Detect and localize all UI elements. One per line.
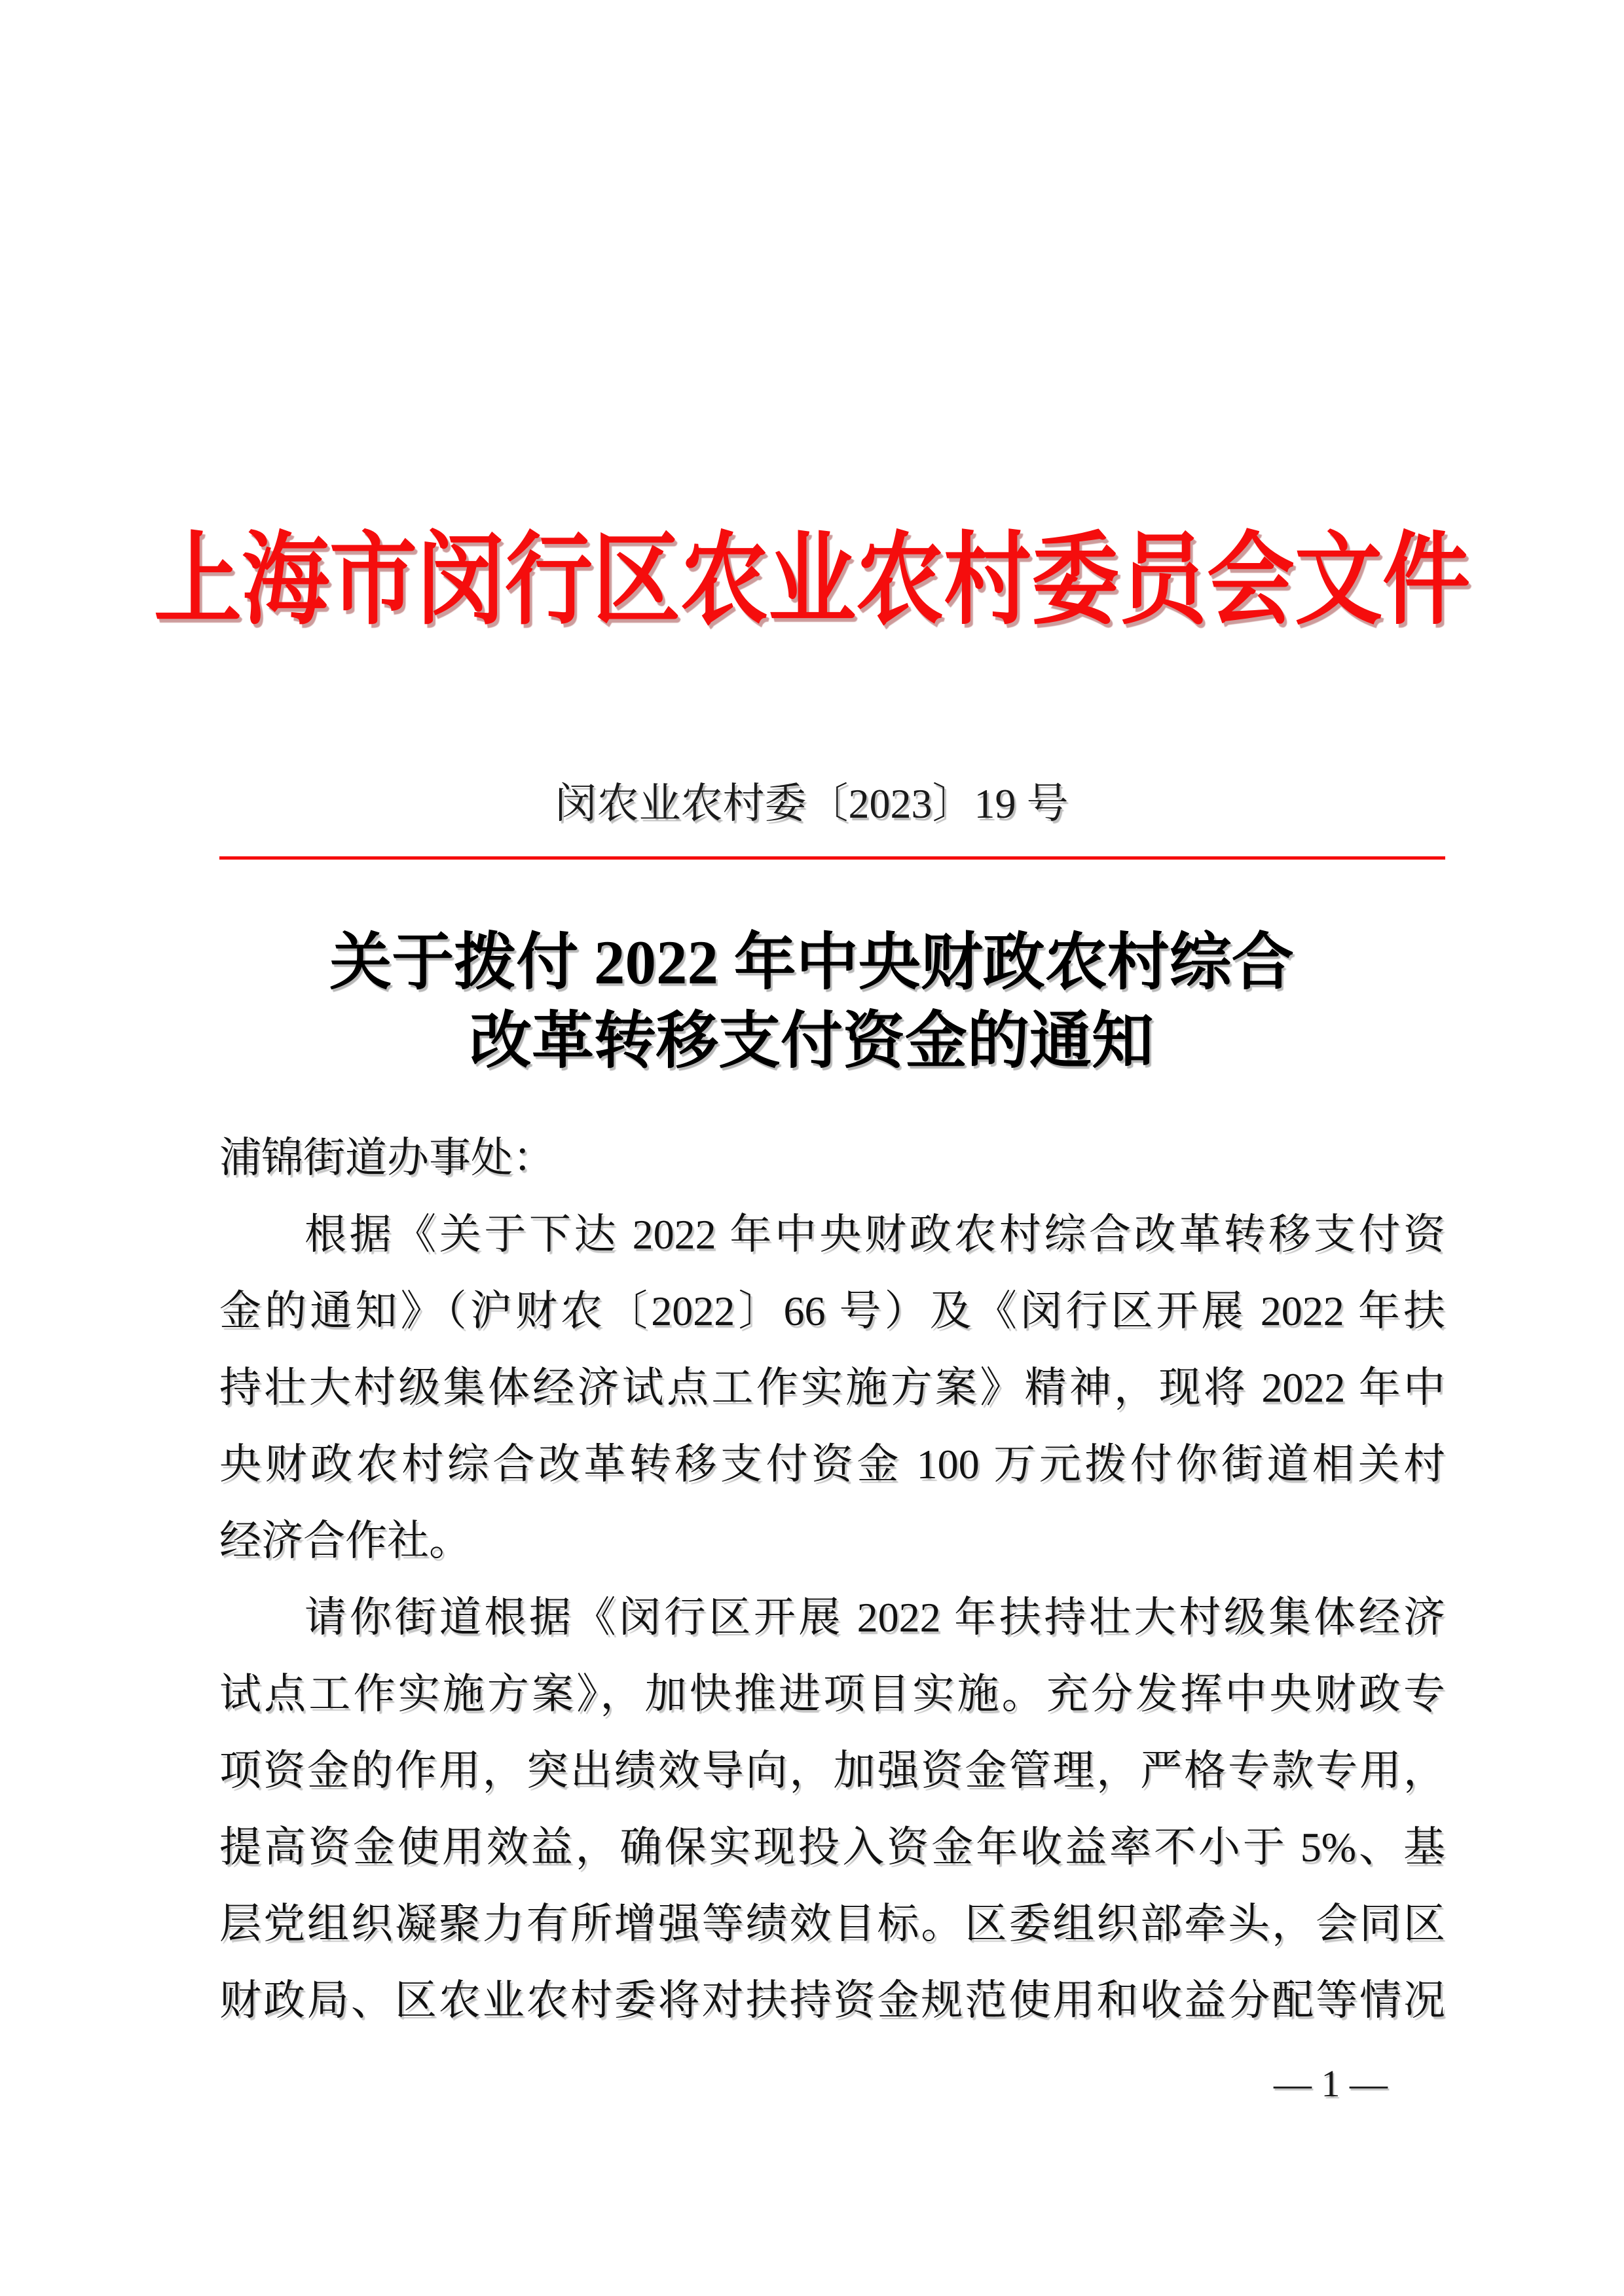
document-body [219,1120,1445,2039]
paragraph-1-line: 经济合作社。 [219,1518,471,1564]
document-title-line-2: 改革转移支付资金的通知 [469,1006,1154,1076]
paragraph-2-line: 请你街道根据《闵行区开展 2022 年扶持壮大村级集体经济 [304,1594,1445,1641]
document-title-line-1: 关于拨付 2022 年中央财政农村综合 [329,928,1294,997]
page-number: — 1 — [1274,2062,1388,2105]
paragraph-2-line: 财政局、区农业农村委将对扶持资金规范使用和收益分配等情况 [219,1977,1445,2024]
letterhead-separator-line [219,856,1445,860]
paragraph-1-line: 根据《关于下达 2022 年中央财政农村综合改革转移支付资 [304,1211,1445,1258]
paragraph-2-line: 试点工作实施方案》，加快推进项目实施。充分发挥中央财政专 [219,1671,1445,1717]
paragraph-2-line: 层党组织凝聚力有所增强等绩效目标。区委组织部牵头，会同区 [219,1901,1445,1947]
document-number: 闵农业农村委〔2023〕19 号 [555,780,1069,827]
document-title [198,923,1426,1080]
paragraph-1-line: 持壮大村级集体经济试点工作实施方案》精神，现将 2022 年中 [219,1364,1445,1411]
paragraph-1-line: 金的通知》（沪财农〔2022〕66 号）及《闵行区开展 2022 年扶 [219,1288,1445,1334]
salutation-line: 浦锦街道办事处： [219,1135,555,1181]
paragraph-2-line: 项资金的作用，突出绩效导向，加强资金管理，严格专款专用， [219,1747,1445,1794]
paragraph-1-line: 央财政农村综合改革转移支付资金 100 万元拨付你街道相关村 [219,1441,1445,1487]
letterhead-org-title: 上海市闵行区农业农村委员会文件 [153,524,1470,637]
paragraph-2-line: 提高资金使用效益，确保实现投入资金年收益率不小于 5%、基 [219,1824,1445,1870]
